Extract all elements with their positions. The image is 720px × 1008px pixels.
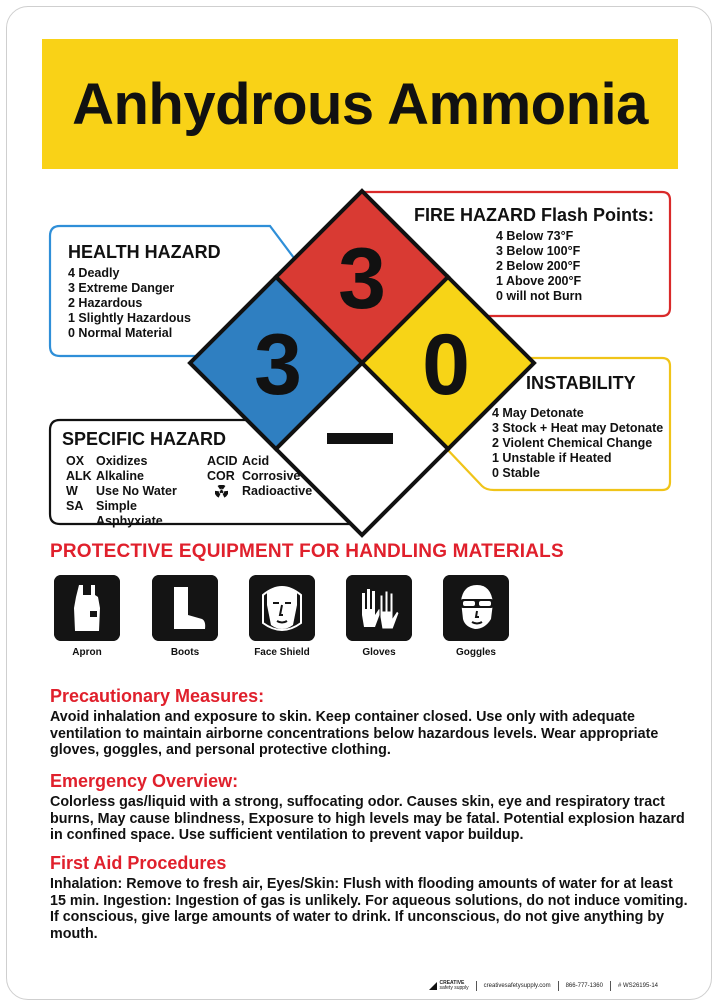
footer-phone: 866-777-1360 (565, 983, 603, 989)
special-dash (327, 433, 393, 444)
specific-label: Oxidizes (96, 454, 148, 468)
health-item: 1 Slightly Hazardous (68, 311, 191, 325)
fire-item: 2 Below 200°F (496, 259, 581, 273)
fire-hazard-list (496, 229, 582, 304)
ppe-label: Face Shield (254, 647, 310, 658)
brand-line1: CREATIVE (439, 980, 465, 986)
ppe-boots (140, 575, 230, 658)
section-body: Avoid inhalation and exposure to skin. Keep container closed. Use only with adequate ventilation to maintain airborne concentrations below hazardous levels. Wear appropriate gloves, goggles, and personal protective clothing. (50, 709, 659, 759)
radiation-icon (207, 484, 242, 499)
specific-code: SA (66, 499, 84, 513)
fire-rating: 3 (338, 231, 386, 327)
emergency-section (50, 771, 690, 844)
first-aid-section (50, 853, 690, 942)
brand-line2: safety supply (439, 985, 469, 991)
specific-hazard-title: SPECIFIC HAZARD (62, 429, 227, 449)
instability-item: 0 Stable (492, 466, 540, 480)
sign-title: Anhydrous Ammonia (72, 71, 648, 137)
health-item: 4 Deadly (68, 266, 120, 280)
ppe-face-shield (237, 575, 327, 658)
instability-item: 1 Unstable if Heated (492, 451, 612, 465)
fire-item: 3 Below 100°F (496, 244, 581, 258)
fire-item: 4 Below 73°F (496, 229, 574, 243)
footer-website: creativesafetysupply.com (483, 983, 551, 989)
boot-icon (152, 575, 218, 641)
specific-label: Radioactive (242, 484, 313, 498)
section-title: Precautionary Measures: (50, 686, 265, 706)
ppe-goggles (431, 575, 521, 658)
reactivity-rating: 0 (422, 317, 470, 413)
section-title: Emergency Overview: (50, 771, 239, 791)
specific-hazard-codes-left (66, 454, 206, 529)
instability-title: INSTABILITY (526, 373, 636, 393)
specific-label: Simple Asphyxiate (96, 499, 163, 528)
precautionary-section (50, 686, 690, 759)
fire-hazard-title: FIRE HAZARD Flash Points: (414, 205, 655, 225)
specific-code: OX (66, 454, 85, 468)
instability-item: 4 May Detonate (492, 406, 584, 420)
footer-divider (610, 981, 611, 991)
brand-logo (429, 981, 468, 991)
face-shield-icon (249, 575, 315, 641)
specific-label: Corrosive (242, 469, 301, 483)
health-item: 0 Normal Material (68, 326, 173, 340)
health-rating: 3 (254, 317, 302, 413)
specific-label: Use No Water (96, 484, 177, 498)
gloves-icon (346, 575, 412, 641)
health-hazard-title: HEALTH HAZARD (68, 242, 221, 262)
goggles-icon (443, 575, 509, 641)
specific-label: Acid (242, 454, 270, 468)
section-body: Inhalation: Remove to fresh air, Eyes/Skin: Flush with flooding amounts of water for at least 15 min. Ingestion: Ingestion of gas is unlikely. For aqueous solutions, do not induce vomiting. If conscious, give large amounts of water to drink. If unconscious, do not give anything by mouth. (50, 876, 688, 942)
specific-hazard-codes-right (207, 454, 322, 499)
brand-mark-icon (429, 982, 437, 990)
instability-item: 2 Violent Chemical Change (492, 436, 653, 450)
footer-divider (558, 981, 559, 991)
specific-label: Alkaline (96, 469, 144, 483)
health-item: 2 Hazardous (68, 296, 143, 310)
fire-item: 0 will not Burn (496, 289, 583, 303)
specific-code: COR (207, 469, 235, 483)
specific-code: ALK (66, 469, 92, 483)
instability-list (492, 406, 663, 481)
ppe-label: Gloves (362, 647, 396, 658)
ppe-gloves (334, 575, 424, 658)
apron-icon (54, 575, 120, 641)
ppe-label: Boots (170, 647, 200, 658)
health-item: 3 Extreme Danger (68, 281, 175, 295)
instability-item: 3 Stock + Heat may Detonate (492, 421, 664, 435)
health-hazard-list (68, 266, 191, 341)
ppe-label: Goggles (455, 647, 496, 658)
specific-code: ACID (207, 454, 238, 468)
specific-code: W (66, 484, 78, 498)
footer (429, 981, 658, 991)
ppe-apron (42, 575, 132, 658)
ppe-label: Apron (72, 647, 102, 658)
section-title: First Aid Procedures (50, 853, 227, 873)
fire-item: 1 Above 200°F (496, 274, 582, 288)
section-body: Colorless gas/liquid with a strong, suffocating odor. Causes skin, eye and respiratory tract burns, May cause blindness, Exposure to high levels may be fatal. Potential explosion hazard in confined space. Use sufficient ventilation to prevent vapor buildup. (50, 794, 685, 844)
footer-code: # WS26195-14 (617, 983, 658, 989)
footer-divider (476, 981, 477, 991)
ppe-heading: PROTECTIVE EQUIPMENT FOR HANDLING MATERIALS (50, 541, 564, 562)
